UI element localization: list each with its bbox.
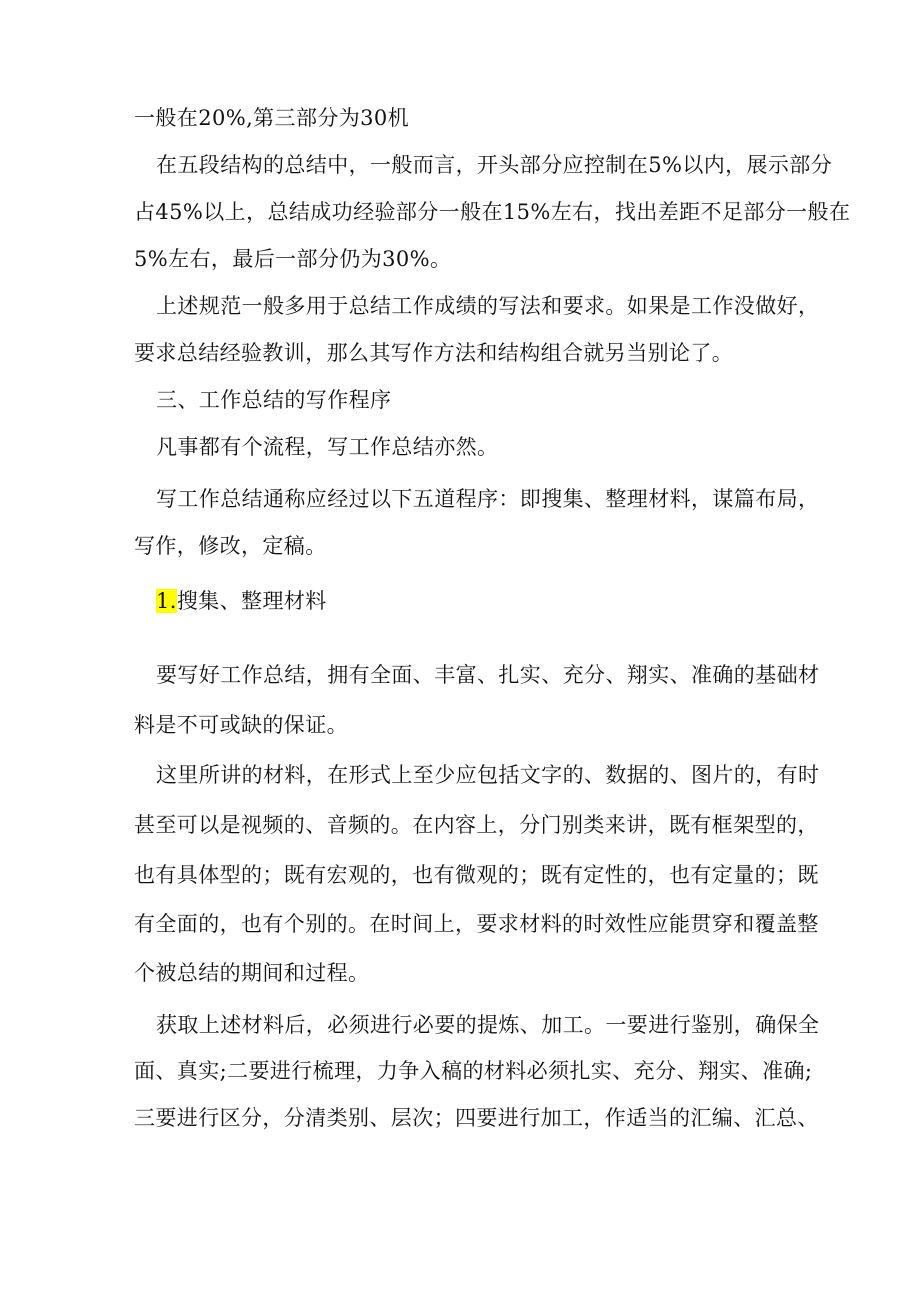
text-line: 要求总结经验教训，那么其写作方法和结构组合就另当别论了。 bbox=[134, 341, 734, 365]
paragraph-line: 要写好工作总结，拥有全面、丰富、扎实、充分、翔实、准确的基础材 bbox=[156, 663, 820, 687]
text-line: 三要进行区分，分清类别、层次；四要进行加工，作适当的汇编、汇总、 bbox=[134, 1106, 819, 1130]
paragraph-line: 这里所讲的材料，在形式上至少应包括文字的、数据的、图片的，有时 bbox=[156, 763, 820, 787]
text-line: 也有具体型的；既有宏观的，也有微观的；既有定性的，也有定量的；既 bbox=[134, 863, 819, 887]
paragraph-line: 在五段结构的总结中，一般而言，开头部分应控制在5%以内，展示部分 bbox=[156, 153, 833, 177]
text-line: 个被总结的期间和过程。 bbox=[134, 961, 370, 985]
text-line: 料是不可或缺的保证。 bbox=[134, 713, 348, 737]
text-line: 面、真实;二要进行梳理，力争入稿的材料必须扎实、充分、翔实、准确; bbox=[134, 1059, 813, 1083]
section-heading: 三、工作总结的写作程序 bbox=[156, 388, 392, 412]
paragraph-line: 写工作总结通称应经过以下五道程序：即搜集、整理材料，谋篇布局， bbox=[156, 487, 820, 511]
text-line: 有全面的，也有个别的。在时间上，要求材料的时效性应能贯穿和覆盖整 bbox=[134, 912, 819, 936]
text-line: 甚至可以是视频的、音频的。在内容上，分门别类来讲，既有框架型的， bbox=[134, 813, 819, 837]
paragraph-line: 凡事都有个流程，写工作总结亦然。 bbox=[156, 435, 499, 459]
text-line: 一般在20%,第三部分为30机 bbox=[134, 106, 410, 130]
highlighted-number: 1. bbox=[156, 589, 177, 613]
text-line: 写作，修改，定稿。 bbox=[134, 534, 327, 558]
paragraph-line: 获取上述材料后，必须进行必要的提炼、加工。一要进行鉴别，确保全 bbox=[156, 1013, 820, 1037]
subsection-heading bbox=[156, 586, 327, 616]
text-line: 5%左右，最后一部分仍为30%。 bbox=[134, 247, 452, 271]
subsection-title: 搜集、整理材料 bbox=[176, 589, 327, 613]
text-line: 占45%以上，总结成功经验部分一般在15%左右，找出差距不足部分一般在 bbox=[134, 200, 851, 224]
paragraph-line: 上述规范一般多用于总结工作成绩的写法和要求。如果是工作没做好， bbox=[156, 294, 820, 318]
